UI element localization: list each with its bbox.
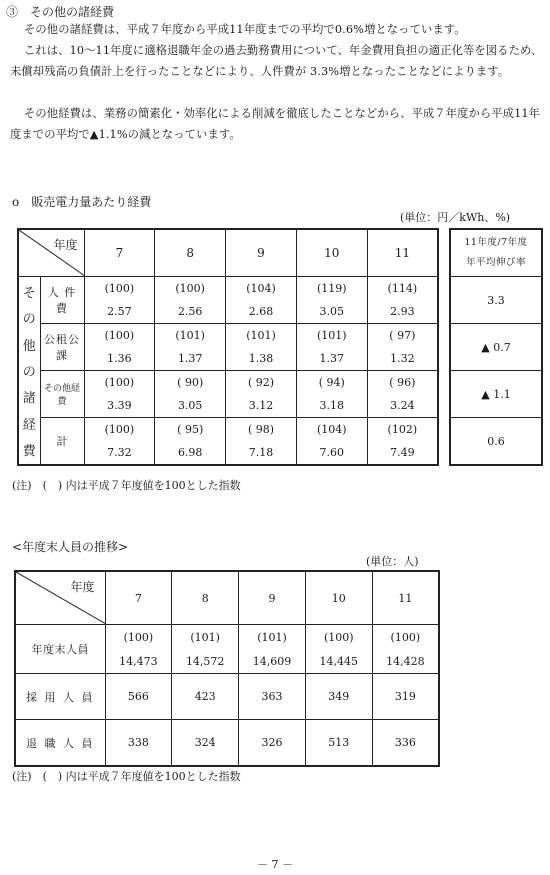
- year-header: 8: [155, 229, 226, 277]
- table1-title: o 販売電力量あたり経費: [12, 195, 152, 209]
- table-cell: ( 94) 3.18: [296, 371, 367, 418]
- table-cell: (100) 14,445: [305, 625, 372, 674]
- group-char: 他: [22, 338, 36, 354]
- table-cell: 423: [172, 674, 239, 720]
- table2-unit: (単位：人): [366, 555, 419, 568]
- year-header: 11: [372, 571, 439, 625]
- table1-corner: [18, 229, 84, 277]
- table-cell: (100) 2.57: [84, 277, 155, 324]
- table-cell: (101) 1.37: [296, 324, 367, 371]
- row-label: 退 職 人 員: [15, 720, 105, 767]
- table-cell: 513: [305, 720, 372, 767]
- table-cell: ( 97) 1.32: [367, 324, 438, 371]
- table2-title: <年度末人員の推移>: [12, 540, 129, 554]
- table-cell: (101) 1.37: [155, 324, 226, 371]
- group-char: 経: [22, 417, 36, 433]
- group-char: の: [22, 312, 36, 328]
- year-header: 9: [239, 571, 306, 625]
- group-char: 費: [22, 443, 36, 459]
- table1-unit: (単位：円／kWh、%): [400, 211, 511, 224]
- expense-per-kwh-table: [17, 228, 439, 466]
- table-cell: (119) 3.05: [296, 277, 367, 324]
- table-cell: (100) 7.32: [84, 418, 155, 466]
- row-label: その他経費: [40, 371, 84, 418]
- table-cell: (100) 3.39: [84, 371, 155, 418]
- table-cell: (101) 14,572: [172, 625, 239, 674]
- year-header: 10: [305, 571, 372, 625]
- year-corner-label: 年度: [53, 238, 78, 252]
- table-cell: 324: [172, 720, 239, 767]
- growth-header-line: 11年度/7年度: [464, 237, 528, 248]
- table-cell: ( 90) 3.05: [155, 371, 226, 418]
- growth-header-line: 年平均伸び率: [465, 257, 526, 268]
- year-header: 9: [226, 229, 297, 277]
- table-cell: (104) 7.60: [296, 418, 367, 466]
- growth-rate-header: [450, 229, 542, 277]
- year-corner-label: 年度: [70, 580, 95, 594]
- growth-rate-table: [449, 228, 543, 466]
- group-char: 諸: [22, 391, 36, 407]
- table-cell: (100) 1.36: [84, 324, 155, 371]
- year-header: 10: [296, 229, 367, 277]
- paragraph-2: これは、10～11年度に適格退職年金の過去勤務費用について、年金費用負担の適正化等を図るため、未償却残高の負債計上を行ったことなどにより、人件費が 3.3%増となったことなどによります。: [10, 44, 543, 78]
- table-cell: 363: [239, 674, 306, 720]
- row-label: 公租公課: [40, 324, 84, 371]
- table-cell: 338: [105, 720, 172, 767]
- table-cell: (114) 2.93: [367, 277, 438, 324]
- section-heading: ③ その他の諸経費: [6, 5, 115, 19]
- table-cell: (101) 14,609: [239, 625, 306, 674]
- table1-note: (注) ( ) 内は平成７年度値を100とした指数: [12, 479, 241, 492]
- table-cell: ( 96) 3.24: [367, 371, 438, 418]
- paragraph-3: その他経費は、業務の簡素化・効率化による削減を徹底したことなどから、平成７年度から平成11年度までの平均で▲1.1%の減となっています。: [10, 107, 541, 141]
- table2-corner: [15, 571, 105, 625]
- table-cell: ( 98) 7.18: [226, 418, 297, 466]
- table-cell: (100) 14,428: [372, 625, 439, 674]
- paragraph-1: その他の諸経費は、平成７年度から平成11年度までの平均で0.6%増となっています。: [24, 23, 466, 36]
- year-header: 7: [105, 571, 172, 625]
- table-cell: (102) 7.49: [367, 418, 438, 466]
- row-label: 年度末人員: [15, 625, 105, 674]
- row-label-total: 計: [40, 418, 84, 466]
- table-cell: (100) 2.56: [155, 277, 226, 324]
- year-header: 11: [367, 229, 438, 277]
- table-cell: (104) 2.68: [226, 277, 297, 324]
- growth-rate-cell: 0.6: [450, 418, 542, 466]
- group-label-cell: [18, 277, 40, 466]
- staff-count-table: [14, 570, 440, 767]
- table2-note: (注) ( ) 内は平成７年度値を100とした指数: [12, 770, 241, 783]
- table-cell: ( 92) 3.12: [226, 371, 297, 418]
- table-cell: 566: [105, 674, 172, 720]
- growth-rate-cell: ▲ 1.1: [450, 371, 542, 418]
- year-header: 8: [172, 571, 239, 625]
- table-cell: ( 95) 6.98: [155, 418, 226, 466]
- table-cell: 336: [372, 720, 439, 767]
- table-cell: (100) 14,473: [105, 625, 172, 674]
- year-header: 7: [84, 229, 155, 277]
- table-cell: 319: [372, 674, 439, 720]
- growth-rate-cell: 3.3: [450, 277, 542, 324]
- table-cell: (101) 1.38: [226, 324, 297, 371]
- row-label: 人 件 費: [40, 277, 84, 324]
- growth-rate-cell: ▲ 0.7: [450, 324, 542, 371]
- table-cell: 326: [239, 720, 306, 767]
- table-cell: 349: [305, 674, 372, 720]
- group-char: の: [22, 364, 36, 380]
- page-number: － 7 －: [257, 858, 293, 871]
- row-label: 採 用 人 員: [15, 674, 105, 720]
- group-char: そ: [22, 286, 36, 302]
